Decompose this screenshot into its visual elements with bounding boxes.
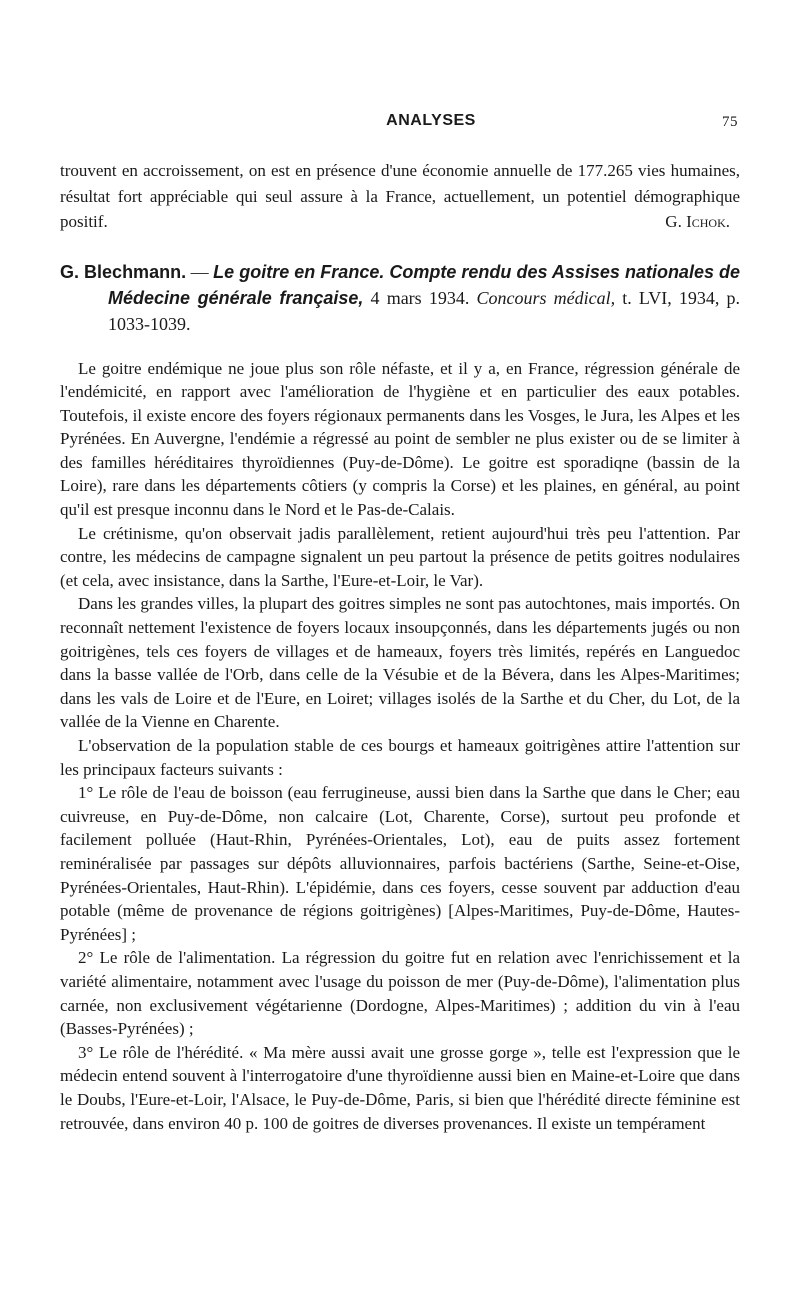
- body-paragraph: Le goitre endémique ne joue plus son rôle néfaste, et il y a, en France, régression générale de l'endémicité, en rapport avec l'amélioration de l'hygiène et en particulier des eaux potables. Toutefois, il existe encore des foyers régionaux permanents dans les Vosges, le Jura, les Alpes et les Pyrénées. En Auvergne, l'endémie a régressé au point de sembler ne plus exister ou de se limiter à des familles héréditaires thyroïdiennes (Puy-de-Dôme). Le goitre est sporadiqne (bassin de la Loire), rare dans les départements côtiers (y compris la Corse) et les plaines, en général, au point qu'il est presque inconnu dans le Nord et le Pas-de-Calais.: [60, 358, 740, 520]
- body-paragraph: Dans les grandes villes, la plupart des goitres simples ne sont pas autochtones, mais importés. On reconnaît nettement l'existence de foyers locaux insoupçonnés, dans les départements jugés ou non goitrigènes, tels ces foyers de villages et de hameaux, foyers très limités, repérés en Languedoc dans la basse vallée de l'Orb, dans celle de la Vésubie et de la Bévera, dans les Alpes-Maritimes; dans les vals de Loire et de l'Eure, en Loiret; villages isolés de la Sarthe et du Cher, du Lot, de la vallée de la Vienne en Charente.: [60, 594, 740, 732]
- body-paragraph: 3° Le rôle de l'hérédité. « Ma mère aussi avait une grosse gorge », telle est l'expression que le médecin entend souvent à l'interrogatoire d'une thyroïdienne aussi bien en Maine-et-Loire que dans le Doubs, l'Eure-et-Loir, l'Alsace, le Puy-de-Dôme, Paris, si bien que l'hérédité directe féminine est retrouvée, dans environ 40 p. 100 de goitres de diverses provenances. Il existe un tempérament: [60, 1042, 740, 1133]
- bibliographic-reference: [60, 259, 740, 337]
- page-number: 75: [722, 114, 738, 130]
- previous-review-text: trouvent en accroissement, on est en présence d'une économie annuelle de 177.265 vies humaines, résultat fort appréciable qui seul assure à la France, actuellement, un potentiel démographique positif.: [60, 161, 740, 231]
- running-head-title: ANALYSES: [386, 112, 476, 129]
- body-paragraph: L'observation de la population stable de ces bourgs et hameaux goitrigènes attire l'attention sur les principaux facteurs suivants :: [60, 736, 740, 779]
- review-body: [60, 357, 740, 1136]
- running-head: [60, 112, 740, 138]
- previous-review-ending: [60, 158, 740, 235]
- reference-dash: —: [186, 261, 214, 282]
- page-content: [60, 112, 740, 1135]
- reviewer-signature: G. Ichok.: [665, 212, 730, 231]
- body-paragraph: Le crétinisme, qu'on observait jadis parallèlement, retient aujourd'hui très peu l'attention. Par contre, les médecins de campagne signalent un peu partout la présence de petits goitres nodulaires (et cela, avec insistance, dans la Sarthe, l'Eure-et-Loir, le Var).: [60, 523, 740, 590]
- reference-title: Le goitre en France. Compte rendu des Assises nationales de Médecine générale française,: [108, 261, 741, 308]
- body-paragraph: 2° Le rôle de l'alimentation. La régression du goitre fut en relation avec l'enrichissement et la variété alimentaire, notamment avec l'usage du poisson de mer (Puy-de-Dôme), l'alimentation plus carnée, non exclusivement végétarienne (Dordogne, Alpes-Maritimes) ; addition du vin à l'eau (Basses-Pyrénées) ;: [60, 948, 740, 1039]
- reference-date: 4 mars 1934.: [363, 287, 477, 308]
- reference-journal: Concours médical,: [476, 287, 616, 308]
- reference-details: t. LVI, 1934, p. 1033-1039.: [108, 287, 740, 334]
- reference-author: G. Blechmann.: [60, 261, 187, 282]
- body-paragraph: 1° Le rôle de l'eau de boisson (eau ferrugineuse, aussi bien dans la Sarthe que dans le Cher; eau cuivreuse, en Puy-de-Dôme, non calcaire (Lot, Charente, Corse), surtout peu profonde et facilement polluée (Haut-Rhin, Pyrénées-Orientales, Lot), eau de puits assez fortement reminéralisée par passages sur dépôts alluvionnaires, parfois bactériens (Sarthe, Seine-et-Oise, Pyrénées-Orientales, Haut-Rhin). L'épidémie, dans ces foyers, cesse souvent par adduction d'eau potable (même de provenance de régions goitrigènes) [Alpes-Maritimes, Puy-de-Dôme, Hautes-Pyrénées] ;: [60, 783, 740, 944]
